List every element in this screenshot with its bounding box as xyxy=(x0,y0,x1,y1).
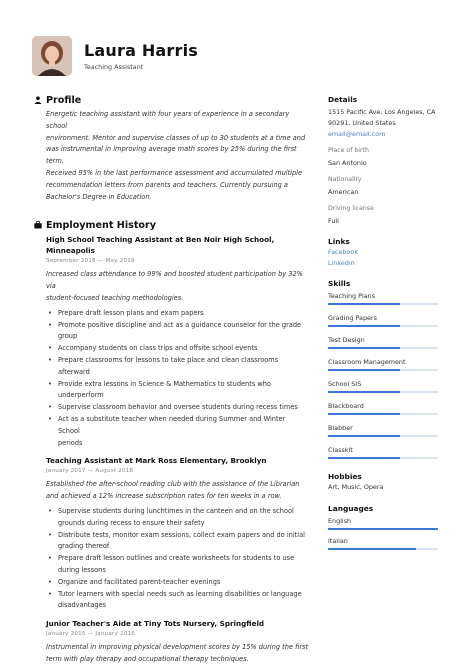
duty-line: • Distribute tests, monitor exam sessions, collect exam papers and do initial xyxy=(58,530,305,539)
skill-level-fill xyxy=(328,391,400,393)
skill-level-bar xyxy=(328,413,438,415)
duty-line: • Prepare classrooms for lessons to take place and clean classrooms xyxy=(58,355,279,364)
skill-item xyxy=(328,357,438,371)
address-line: 1515 Pacific Ave, Los Angeles, CA xyxy=(328,108,436,116)
email-link[interactable]: email@email.com xyxy=(328,130,386,138)
address xyxy=(328,107,438,129)
skill-item xyxy=(328,423,438,437)
place-of-birth-value: San Antonio xyxy=(328,159,367,167)
duty-item xyxy=(46,343,309,355)
duty-line: • Prepare draft lesson outlines and create worksheets for students to use xyxy=(58,554,295,563)
profile-title: Profile xyxy=(46,95,82,106)
facebook-link[interactable]: Facebook xyxy=(328,248,359,256)
languages-title: Languages xyxy=(328,504,374,513)
skill-name: Blabber xyxy=(328,424,353,432)
job-summary xyxy=(34,269,309,304)
duty-line: group xyxy=(58,332,78,341)
skills-title: Skills xyxy=(328,279,351,288)
address-line: 90291, United States xyxy=(328,119,396,127)
links-title: Links xyxy=(328,237,350,246)
duty-line: • Supervise classroom behavior and oversee students during recess times xyxy=(58,403,298,412)
skill-name: Classroom Management xyxy=(328,358,406,366)
skill-name: Grading Papers xyxy=(328,314,377,322)
profile-line: Received 95% in the last performance assessment and accumulated multiple xyxy=(46,168,303,177)
job-dates: January 2017 — August 2018 xyxy=(46,468,134,475)
skill-name: Classkit xyxy=(328,446,353,454)
duty-item xyxy=(46,320,309,344)
profile-line: recommendation letters from parents and teachers. Currently pursuing a xyxy=(46,180,288,189)
person-icon xyxy=(34,96,46,106)
profile-line: was instrumental in improving average math scores by 25% during the first term. xyxy=(46,145,297,166)
skill-level-fill xyxy=(328,435,400,437)
duty-item xyxy=(46,355,309,379)
language-level-bar xyxy=(328,528,438,530)
duty-line: disadvantages xyxy=(58,601,107,610)
language-level-fill xyxy=(328,548,416,550)
job-summary xyxy=(34,642,309,666)
duty-line: • Tutor learners with special needs such as learning disabilities or language xyxy=(58,589,302,598)
job-summary-line: Instrumental in improving physical development scores by 15% during the first xyxy=(46,643,309,652)
job-entry xyxy=(34,234,309,449)
duty-item xyxy=(46,530,309,554)
skill-name: School SIS xyxy=(328,380,362,388)
duty-line: • Promote positive discipline and act as a guidance counselor for the grade xyxy=(58,320,302,329)
skill-level-bar xyxy=(328,369,438,371)
job-duties xyxy=(34,506,309,612)
skill-item xyxy=(328,401,438,415)
job-summary-line: Established the after-school reading club with the assistance of the Librarian xyxy=(46,480,300,489)
candidate-name: Laura Harris xyxy=(84,41,199,60)
driving-license-value: Full xyxy=(328,217,339,225)
nationality-value: American xyxy=(328,188,359,196)
duty-line: • Provide extra lessons in Science & Mathematics to students who xyxy=(58,379,271,388)
job-summary-line: term with play therapy and occupational therapy techniques. xyxy=(46,654,249,663)
skill-level-fill xyxy=(328,347,400,349)
language-item xyxy=(328,536,438,550)
avatar xyxy=(32,36,72,76)
hobbies-text: Art, Music, Opera xyxy=(328,483,384,491)
employment-heading xyxy=(34,219,309,232)
duty-item xyxy=(46,308,309,320)
duty-line: • Supervise students during lunchtimes in the canteen and on the school xyxy=(58,506,294,515)
skill-name: Blackboard xyxy=(328,402,364,410)
duty-line: grounds during recess to ensure their safety xyxy=(58,518,205,527)
job-summary xyxy=(34,479,309,503)
job-summary-line: student-focused teaching methodologies. xyxy=(46,293,184,302)
place-of-birth-label: Place of birth xyxy=(328,147,369,154)
duty-line: • Act as a substitute teacher when needed during Summer and Winter School xyxy=(58,414,286,435)
job-title: Junior Teacher's Aide at Tiny Tots Nursery, Springfield xyxy=(46,619,265,629)
language-level-bar xyxy=(328,548,438,550)
skill-level-fill xyxy=(328,369,400,371)
profile-photo xyxy=(32,36,72,76)
briefcase-icon xyxy=(34,221,46,231)
skill-level-bar xyxy=(328,347,438,349)
duty-line: • Prepare draft lesson plans and exam papers xyxy=(58,308,204,317)
profile-line: Bachelor's Degree in Education. xyxy=(46,192,152,201)
profile-heading xyxy=(34,94,309,107)
job-dates: January 2015 — January 2016 xyxy=(46,631,135,638)
linkedin-link[interactable]: Linkedin xyxy=(328,259,355,267)
job-title: Teaching Assistant at Mark Ross Elementary, Brooklyn xyxy=(46,456,267,466)
skill-item xyxy=(328,445,438,459)
main-column xyxy=(34,94,309,666)
skill-name: Teaching Plans xyxy=(328,292,376,300)
skill-level-fill xyxy=(328,413,400,415)
skill-item xyxy=(328,313,438,327)
duty-item xyxy=(46,506,309,530)
profile-line: Energetic teaching assistant with four years of experience in a secondary school xyxy=(46,110,290,130)
language-level-fill xyxy=(328,528,438,530)
hobbies-title: Hobbies xyxy=(328,472,362,481)
duty-item xyxy=(46,402,309,414)
duty-line: • Organize and facilitated parent-teacher evenings xyxy=(58,577,221,586)
job-dates: September 2018 — May 2019 xyxy=(46,258,135,265)
job-entry xyxy=(34,455,309,612)
driving-license-label: Driving license xyxy=(328,205,374,212)
profile-line: environment. Mentor and supervise classes of up to 30 students at a time and xyxy=(46,133,306,142)
job-summary-line: and achieved a 12% increase subscription rates for ten weeks in a row. xyxy=(46,492,282,501)
skill-level-bar xyxy=(328,391,438,393)
skill-item xyxy=(328,379,438,393)
profile-summary xyxy=(34,109,309,203)
skill-item xyxy=(328,291,438,305)
side-column xyxy=(328,94,438,550)
skill-level-fill xyxy=(328,303,400,305)
job-summary-line: Increased class attendance to 99% and boosted student participation by 32% via xyxy=(46,270,303,291)
skill-level-fill xyxy=(328,457,400,459)
skill-level-bar xyxy=(328,435,438,437)
language-item xyxy=(328,516,438,530)
skill-item xyxy=(328,335,438,349)
job-duties xyxy=(34,308,309,450)
duty-item xyxy=(46,414,309,449)
duty-line: periods xyxy=(58,438,83,447)
job-entry xyxy=(34,618,309,666)
duty-item xyxy=(46,379,309,403)
duty-line: underperform xyxy=(58,391,104,400)
duty-item xyxy=(46,577,309,589)
skills-list xyxy=(328,291,438,459)
job-title: High School Teaching Assistant at Ben Noir High School, Minneapolis xyxy=(46,235,275,256)
duty-item xyxy=(46,553,309,577)
duty-line: afterward xyxy=(58,367,90,376)
duty-item xyxy=(46,589,309,613)
skill-name: Test Design xyxy=(328,336,365,344)
skill-level-bar xyxy=(328,303,438,305)
duty-line: during lessons xyxy=(58,565,106,574)
language-name: English xyxy=(328,517,352,525)
employment-title: Employment History xyxy=(46,220,157,232)
nationality-label: Nationality xyxy=(328,176,362,183)
candidate-role: Teaching Assistant xyxy=(84,63,144,71)
skill-level-bar xyxy=(328,325,438,327)
skill-level-bar xyxy=(328,457,438,459)
language-name: Italian xyxy=(328,537,348,545)
duty-line: • Accompany students on class trips and offsite school events xyxy=(58,344,258,353)
skill-level-fill xyxy=(328,325,400,327)
details-title: Details xyxy=(328,95,358,104)
duty-line: grading thereof xyxy=(58,542,110,551)
